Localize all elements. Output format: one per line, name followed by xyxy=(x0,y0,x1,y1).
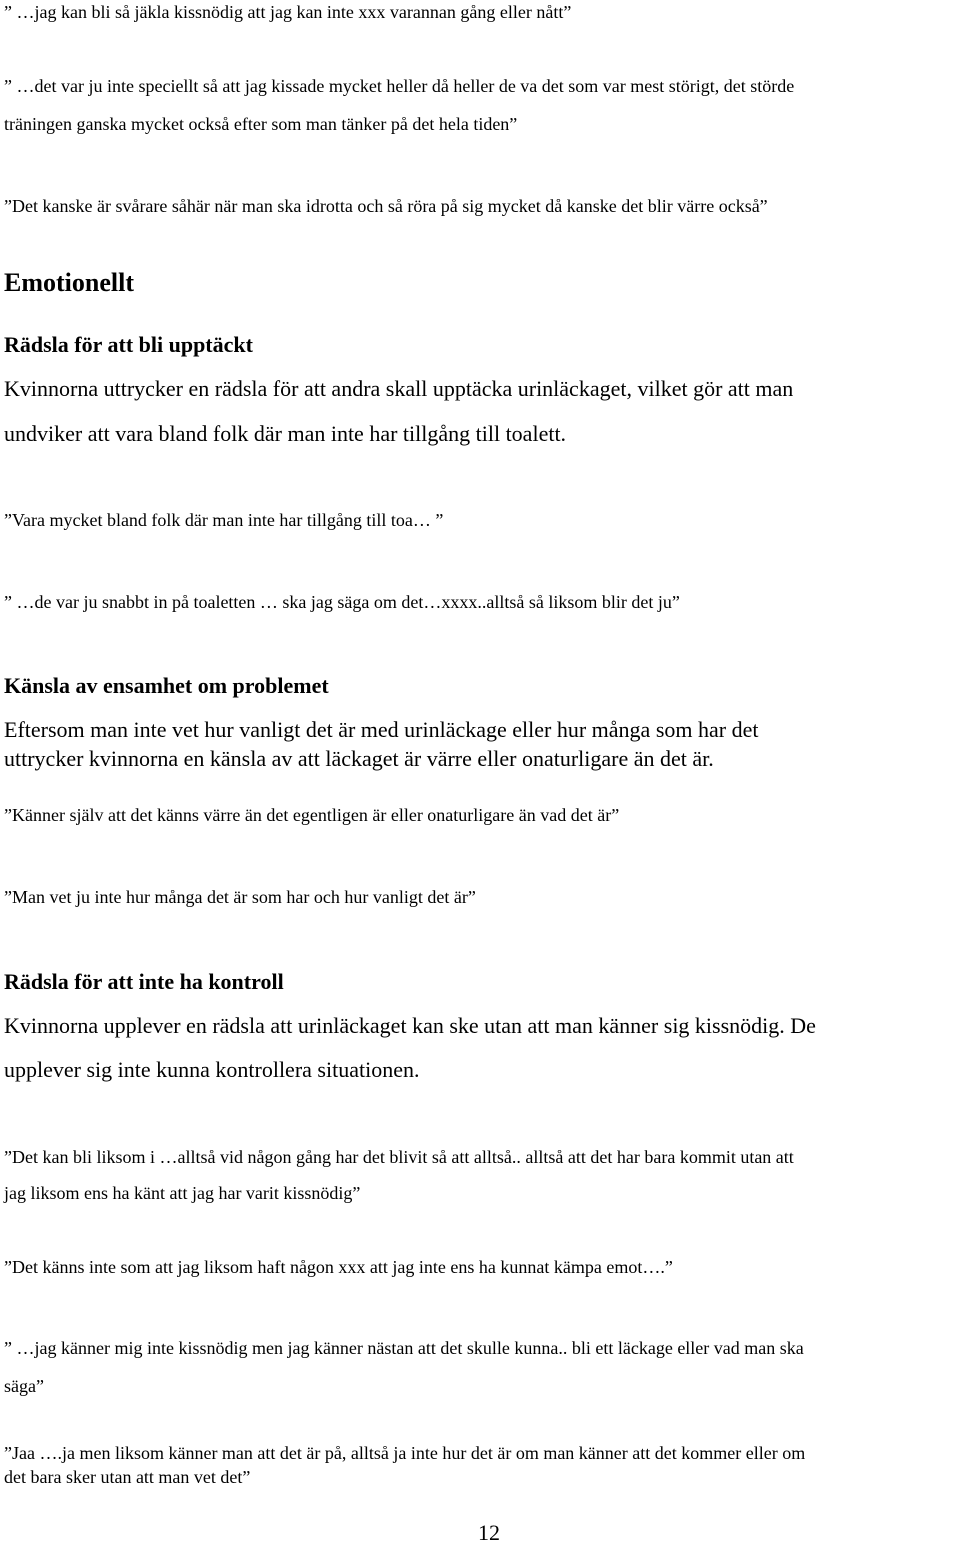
quote-kommit-utan-line-1: ”Det kan bli liksom i …alltså vid någon gång har det blivit så att alltså.. alltså att det har bara kommit utan att xyxy=(4,1147,794,1167)
quote-storigt-line-2: träningen ganska mycket också efter som man tänker på det hela tiden” xyxy=(4,114,518,134)
quote-toaletten: ” …de var ju snabbt in på toaletten … ska jag säga om det…xxxx..alltså så liksom blir det ju” xyxy=(4,592,680,612)
quote-storigt-line-1: ” …det var ju inte speciellt så att jag kissade mycket heller då heller de va det som var mest störigt, det störde xyxy=(4,76,795,96)
quote-kommit-utan-line-2: jag liksom ens ha känt att jag har varit kissnödig” xyxy=(4,1183,361,1203)
quote-bland-folk: ”Vara mycket bland folk där man inte har tillgång till toa… ” xyxy=(4,510,444,530)
quote-lackage-line-1: ” …jag känner mig inte kissnödig men jag känner nästan att det skulle kunna.. bli ett läckage eller vad man ska xyxy=(4,1338,804,1358)
page-number: 12 xyxy=(478,1520,500,1545)
paragraph-kontroll-line-1: Kvinnorna upplever en rädsla att urinläckaget kan ske utan att man känner sig kissnödig. De xyxy=(4,1013,816,1038)
paragraph-ensamhet-line-1: Eftersom man inte vet hur vanligt det är med urinläckage eller hur många som har det xyxy=(4,717,759,742)
quote-kanns-varre: ”Känner själv att det känns värre än det egentligen är eller onaturligare än vad det är” xyxy=(4,805,620,825)
subheading-kontroll: Rädsla för att inte ha kontroll xyxy=(4,969,284,994)
paragraph-upptackt-line-2: undviker att vara bland folk där man inte har tillgång till toalett. xyxy=(4,421,567,446)
section-heading-emotionellt: Emotionellt xyxy=(4,268,134,297)
subheading-ensamhet: Känsla av ensamhet om problemet xyxy=(4,673,329,698)
paragraph-upptackt-line-1: Kvinnorna uttrycker en rädsla för att andra skall upptäcka urinläckaget, vilket gör att man xyxy=(4,376,794,401)
subheading-radsla-upptackt: Rädsla för att bli upptäckt xyxy=(4,332,253,357)
quote-kampa-emot: ”Det känns inte som att jag liksom haft någon xxx att jag inte ens ha kunnat kämpa emot….” xyxy=(4,1257,673,1277)
quote-idrotta: ”Det kanske är svårare såhär när man ska idrotta och så röra på sig mycket då kanske det blir värre också” xyxy=(4,196,768,216)
quote-lackage-line-2: säga” xyxy=(4,1376,44,1396)
paragraph-ensamhet-line-2: uttrycker kvinnorna en känsla av att läckaget är värre eller onaturligare än det är. xyxy=(4,746,714,771)
quote-jaa-line-1: ”Jaa ….ja men liksom känner man att det är på, alltså ja inte hur det är om man känner att det kommer eller om xyxy=(4,1443,806,1463)
paragraph-kontroll-line-2: upplever sig inte kunna kontrollera situationen. xyxy=(4,1057,420,1082)
quote-hur-manga: ”Man vet ju inte hur många det är som har och hur vanligt det är” xyxy=(4,887,476,907)
quote-jaa-line-2: det bara sker utan att man vet det” xyxy=(4,1467,251,1487)
quote-kissnodig: ” …jag kan bli så jäkla kissnödig att jag kan inte xxx varannan gång eller nått” xyxy=(4,2,572,22)
